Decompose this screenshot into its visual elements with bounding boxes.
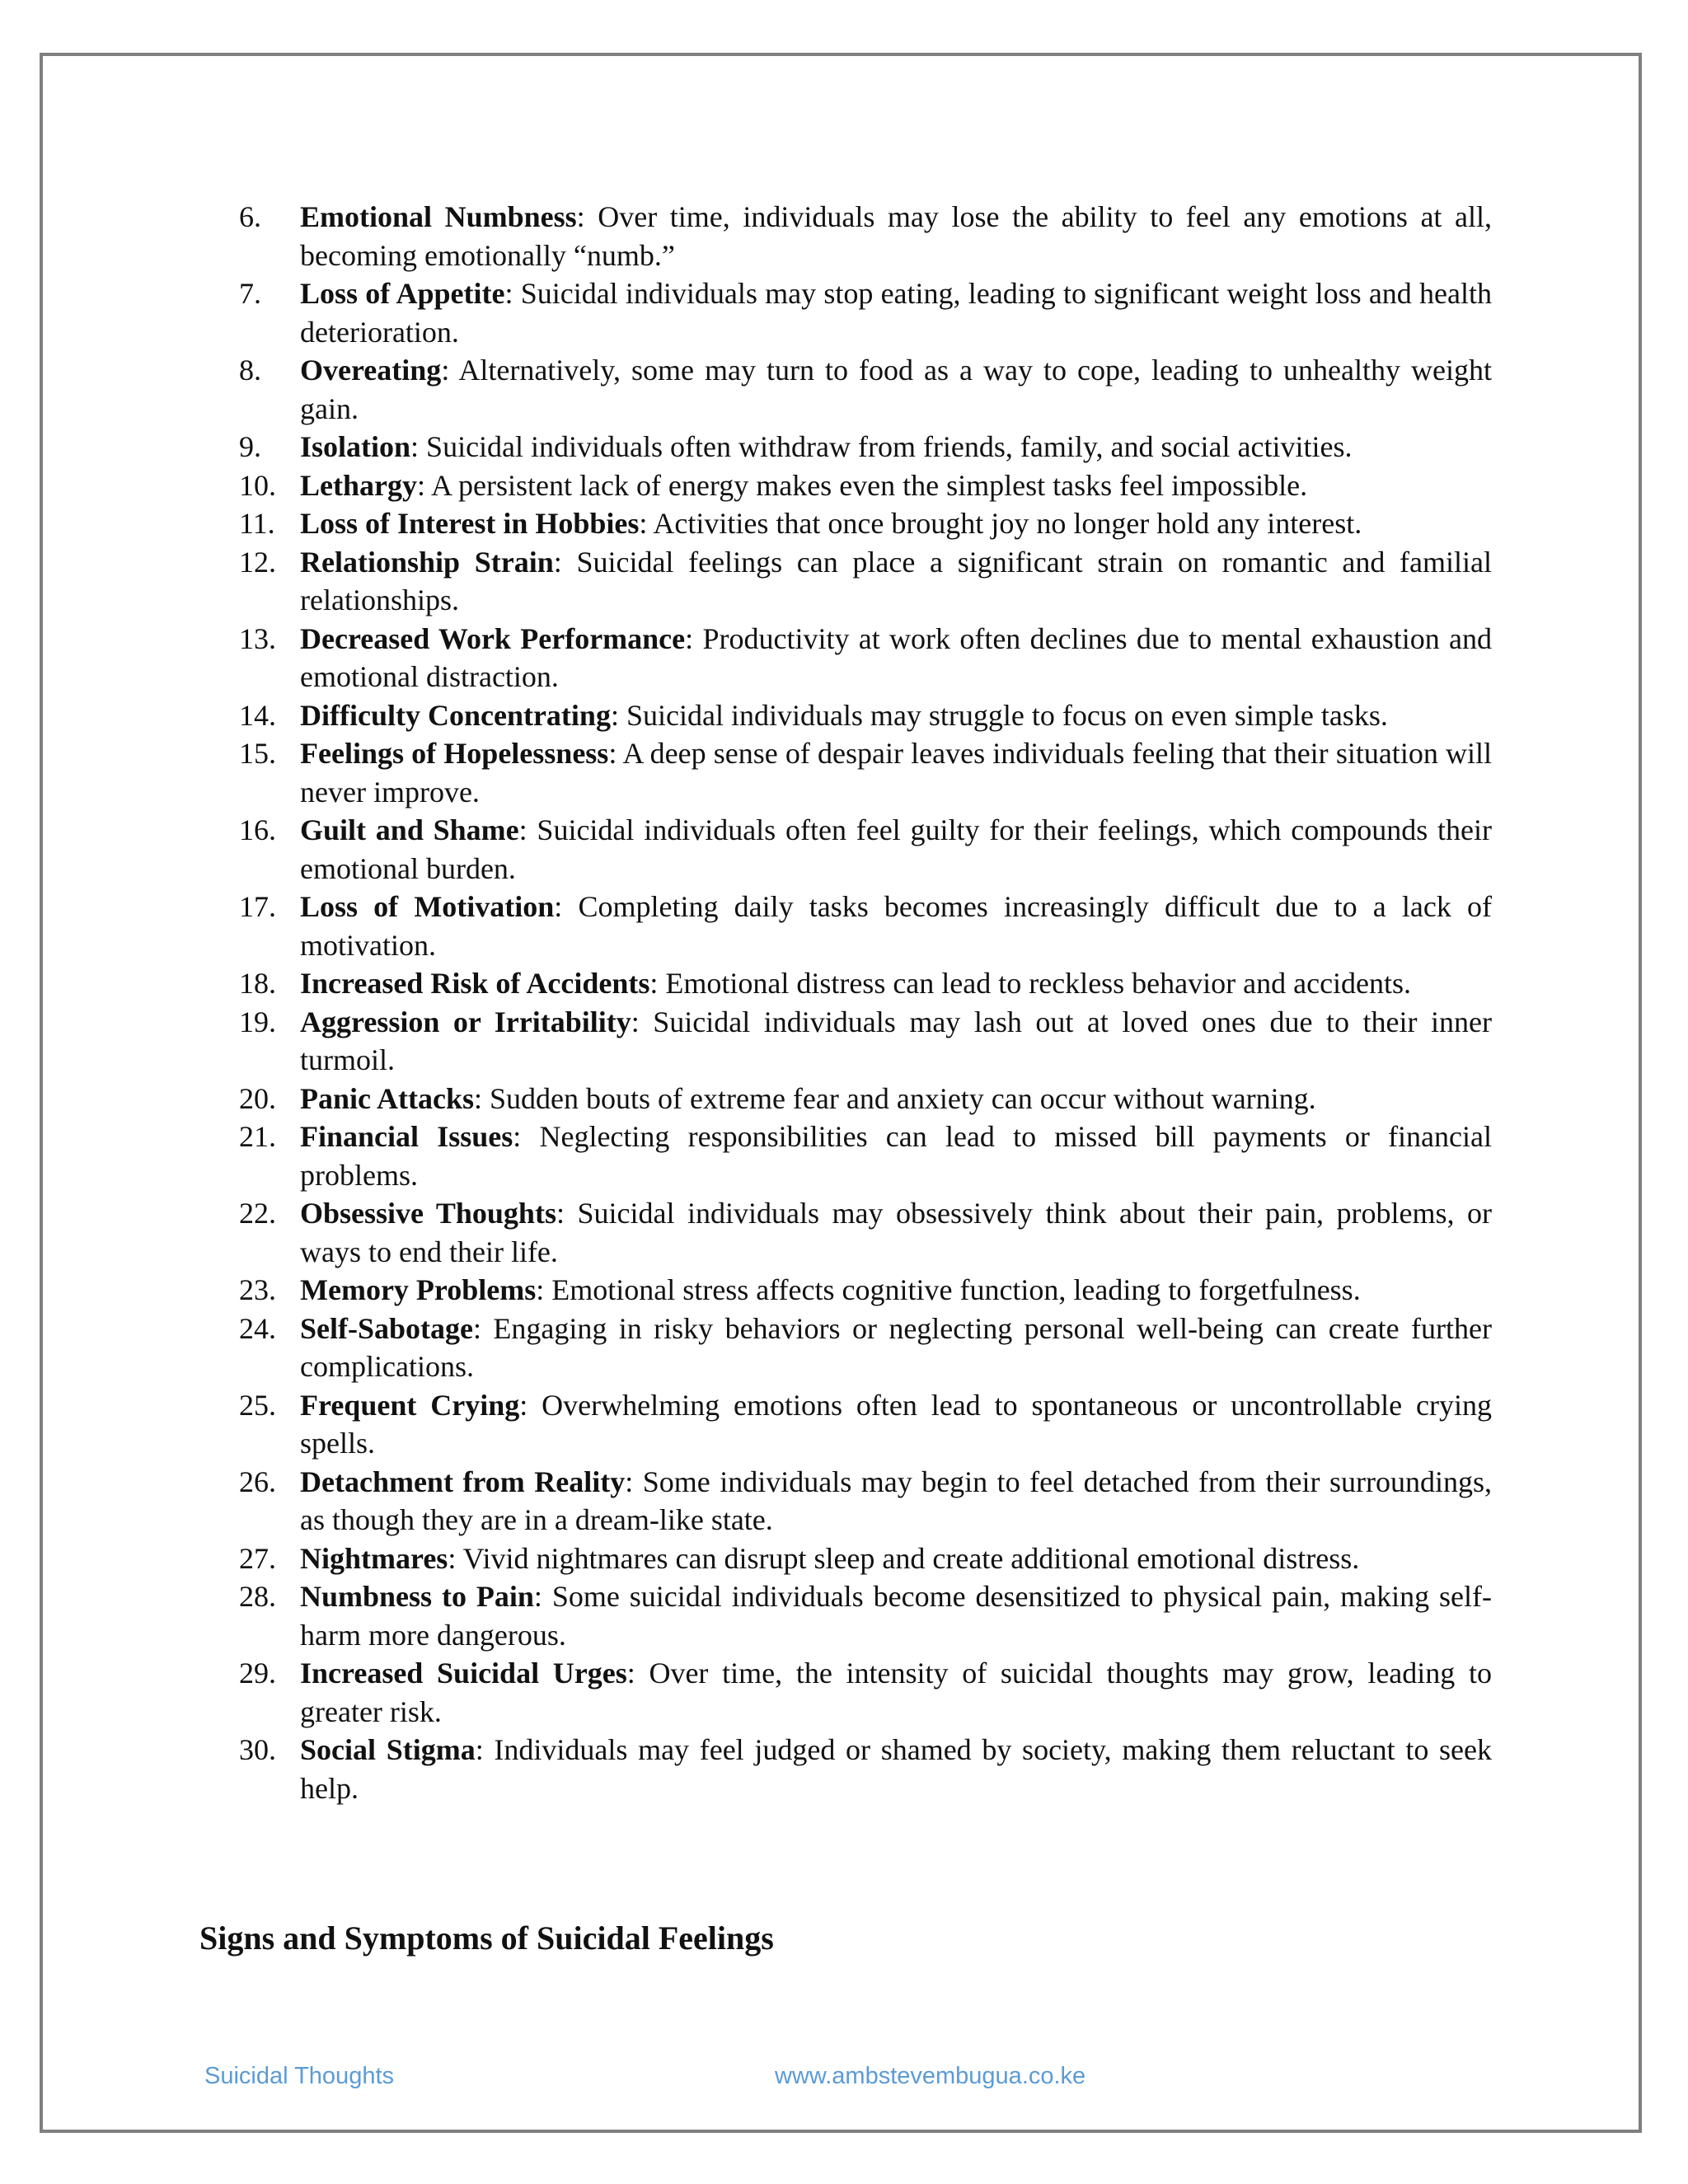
item-term: Numbness to Pain xyxy=(300,1580,534,1613)
item-description: : Productivity at work often declines due to mental exhaustion and emotional distraction. xyxy=(300,621,1493,693)
item-number: 13. xyxy=(239,621,276,655)
item-term: Emotional Numbness xyxy=(300,200,577,233)
item-term: Loss of Interest in Hobbies xyxy=(300,507,640,540)
item-number: 8. xyxy=(239,354,261,387)
list-item xyxy=(239,811,1492,888)
list-item xyxy=(239,1654,1492,1731)
item-number: 29. xyxy=(239,1657,276,1690)
item-description: : Suicidal individuals may stop eating, leading to significant weight loss and health deterioration. xyxy=(300,277,1492,349)
list-item xyxy=(239,1577,1492,1654)
item-number: 20. xyxy=(239,1081,276,1115)
item-term: Decreased Work Performance xyxy=(300,621,686,655)
footer-title: Suicidal Thoughts xyxy=(204,2063,395,2089)
item-term: Aggression or Irritability xyxy=(300,1005,631,1038)
list-item xyxy=(239,1003,1492,1080)
item-number: 17. xyxy=(239,890,276,923)
section-heading: Signs and Symptoms of Suicidal Feelings xyxy=(199,1919,774,1957)
item-number: 6. xyxy=(239,200,261,233)
item-term: Memory Problems xyxy=(300,1273,537,1306)
item-term: Isolation xyxy=(300,430,411,463)
item-number: 14. xyxy=(239,698,276,732)
item-number: 16. xyxy=(239,813,276,846)
list-item xyxy=(239,1386,1492,1463)
item-term: Nightmares xyxy=(300,1541,448,1575)
item-description: : Some individuals may begin to feel detached from their surroundings, as though they are in a dream-like state. xyxy=(300,1465,1492,1536)
item-term: Self-Sabotage xyxy=(300,1311,473,1345)
item-term: Obsessive Thoughts xyxy=(300,1197,556,1230)
item-number: 11. xyxy=(239,507,275,540)
item-term: Financial Issues xyxy=(300,1120,513,1153)
item-term: Guilt and Shame xyxy=(300,813,519,846)
item-number: 28. xyxy=(239,1580,276,1613)
item-description: : Emotional distress can lead to reckless behavior and accidents. xyxy=(649,967,1412,1000)
item-description: : Suicidal individuals often withdraw from friends, family, and social activities. xyxy=(410,430,1353,463)
item-description: : Suicidal individuals may lash out at loved ones due to their inner turmoil. xyxy=(300,1005,1493,1076)
footer-website: www.ambstevembugua.co.ke xyxy=(775,2063,1086,2089)
item-term: Social Stigma xyxy=(300,1733,476,1766)
list-item xyxy=(239,734,1492,811)
item-term: Loss of Motivation xyxy=(300,890,555,923)
item-description: : Alternatively, some may turn to food as a way to cope, leading to unhealthy weight gain. xyxy=(300,354,1492,425)
item-number: 19. xyxy=(239,1005,276,1038)
item-term: Increased Suicidal Urges xyxy=(300,1657,627,1690)
item-description: : Emotional stress affects cognitive function, leading to forgetfulness. xyxy=(536,1273,1361,1306)
item-description: : Suicidal individuals often feel guilty for their feelings, which compounds their emotional burden. xyxy=(300,813,1492,885)
item-description: : Some suicidal individuals become desensitized to physical pain, making self-harm more dangerous. xyxy=(300,1580,1492,1652)
item-number: 12. xyxy=(239,545,276,579)
list-item xyxy=(239,1194,1492,1271)
list-item xyxy=(239,1080,1492,1118)
item-description: : Completing daily tasks becomes increasingly difficult due to a lack of motivation. xyxy=(300,890,1492,962)
item-term: Relationship Strain xyxy=(300,545,554,579)
item-description: : Sudden bouts of extreme fear and anxiety can occur without warning. xyxy=(474,1081,1316,1115)
list-item xyxy=(239,1540,1492,1578)
list-item xyxy=(239,543,1492,620)
item-description: : Neglecting responsibilities can lead to missed bill payments or financial problems. xyxy=(300,1120,1492,1192)
item-number: 27. xyxy=(239,1541,276,1575)
list-item xyxy=(239,198,1492,274)
item-number: 18. xyxy=(239,967,276,1000)
list-item xyxy=(239,888,1492,964)
item-number: 24. xyxy=(239,1311,276,1345)
item-description: : Vivid nightmares can disrupt sleep and create additional emotional distress. xyxy=(448,1541,1360,1575)
item-number: 21. xyxy=(239,1120,276,1153)
list-item xyxy=(239,1118,1492,1194)
item-term: Frequent Crying xyxy=(300,1388,520,1422)
item-number: 22. xyxy=(239,1197,276,1230)
list-item xyxy=(239,274,1492,351)
item-description: : Over time, the intensity of suicidal thoughts may grow, leading to greater risk. xyxy=(300,1657,1492,1728)
item-number: 23. xyxy=(239,1273,276,1306)
item-term: Difficulty Concentrating xyxy=(300,698,611,732)
item-term: Overeating xyxy=(300,354,442,387)
item-number: 7. xyxy=(239,277,261,310)
list-item xyxy=(239,428,1492,466)
item-term: Feelings of Hopelessness xyxy=(300,737,609,770)
list-item xyxy=(239,351,1492,428)
item-description: : Individuals may feel judged or shamed by society, making them reluctant to seek help. xyxy=(300,1733,1492,1805)
list-item xyxy=(239,964,1492,1003)
list-item xyxy=(239,620,1492,696)
item-number: 15. xyxy=(239,737,276,770)
item-term: Panic Attacks xyxy=(300,1081,474,1115)
item-term: Increased Risk of Accidents xyxy=(300,967,650,1000)
item-number: 9. xyxy=(239,430,261,463)
item-description: : Suicidal feelings can place a significant strain on romantic and familial relationships. xyxy=(300,545,1492,616)
item-description: : Over time, individuals may lose the ability to feel any emotions at all, becoming emotionally “numb.” xyxy=(300,200,1492,272)
item-description: : Suicidal individuals may struggle to focus on even simple tasks. xyxy=(610,698,1388,732)
list-item xyxy=(239,504,1492,543)
item-description: : A persistent lack of energy makes even the simplest tasks feel impossible. xyxy=(416,468,1308,502)
item-description: : Activities that once brought joy no longer hold any interest. xyxy=(639,507,1362,540)
item-number: 30. xyxy=(239,1733,276,1766)
list-item xyxy=(239,1463,1492,1540)
item-number: 26. xyxy=(239,1465,276,1498)
item-number: 25. xyxy=(239,1388,276,1422)
item-term: Loss of Appetite xyxy=(300,277,505,310)
item-term: Lethargy xyxy=(300,468,417,502)
list-item xyxy=(239,1310,1492,1386)
list-item xyxy=(239,1271,1492,1310)
list-item xyxy=(239,1731,1492,1807)
list-item xyxy=(239,466,1492,505)
item-number: 10. xyxy=(239,468,276,502)
item-description: : Suicidal individuals may obsessively think about their pain, problems, or ways to end their life. xyxy=(300,1197,1493,1268)
item-description: : Overwhelming emotions often lead to spontaneous or uncontrollable crying spells. xyxy=(300,1388,1493,1460)
symptom-list xyxy=(239,198,1492,1807)
item-description: : Engaging in risky behaviors or neglecting personal well-being can create further complications. xyxy=(300,1311,1492,1383)
item-description: : A deep sense of despair leaves individuals feeling that their situation will never improve. xyxy=(300,737,1492,808)
list-item xyxy=(239,696,1492,735)
item-term: Detachment from Reality xyxy=(300,1465,626,1498)
